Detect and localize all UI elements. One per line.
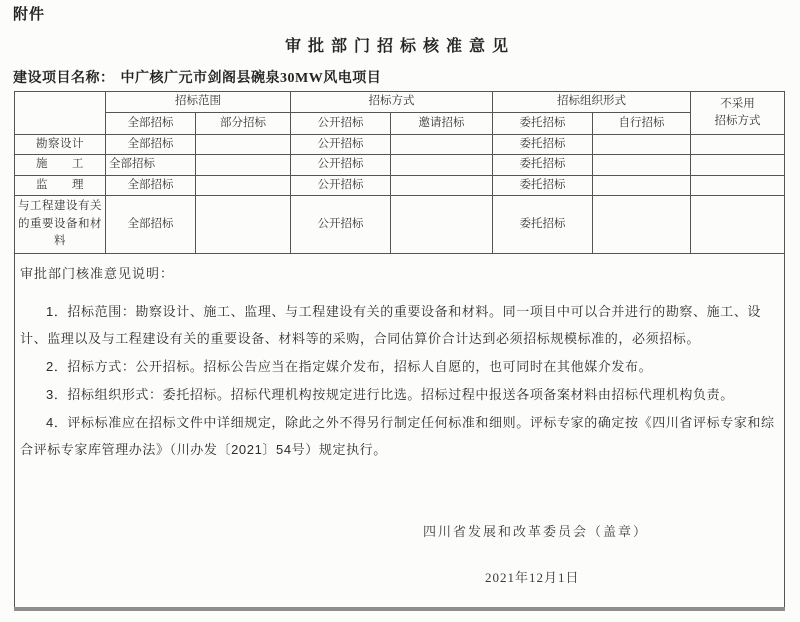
cell-construction-all-bid: 全部招标 bbox=[106, 155, 196, 175]
notes-item-1: 1．招标范围：勘察设计、施工、监理、与工程建设有关的重要设备和材料。同一项目中可以合并进行的勘察、施工、设计、监理以及与工程建设有关的重要设备、材料等的采购，合同估算价合计达到必须招标规模标准的，必须招标。 bbox=[20, 303, 762, 346]
table-row-notes bbox=[15, 253, 785, 609]
cell-construction-no-bid bbox=[691, 155, 785, 175]
cell-construction-self-bid bbox=[593, 155, 691, 175]
subheader-partial-bid: 部分招标 bbox=[196, 113, 291, 135]
issuing-authority-signature: 四川省发展和改革委员会（盖章） bbox=[423, 523, 649, 539]
cell-survey-no-bid bbox=[691, 135, 785, 155]
cell-survey-partial-bid bbox=[196, 135, 291, 155]
project-name-line bbox=[13, 67, 381, 87]
cell-survey-entrusted-bid: 委托招标 bbox=[493, 135, 593, 155]
cell-equipment-invited-bid bbox=[391, 195, 493, 253]
subheader-open-bid: 公开招标 bbox=[291, 113, 391, 135]
cell-equipment-all-bid: 全部招标 bbox=[106, 195, 196, 253]
approval-table bbox=[14, 91, 785, 611]
cell-supervision-no-bid bbox=[691, 175, 785, 195]
cell-equipment-partial-bid bbox=[196, 195, 291, 253]
header-method: 招标方式 bbox=[291, 92, 493, 113]
cell-supervision-self-bid bbox=[593, 175, 691, 195]
project-name-label: 建设项目名称： bbox=[13, 71, 115, 86]
notes-item-4: 4．评标标准应在招标文件中详细规定，除此之外不得另行制定任何标准和细则。评标专家的确定按《四川省评标专家和综合评标专家库管理办法》（川办发〔2021〕54号）规定执行。 bbox=[20, 414, 775, 457]
cell-supervision-invited-bid bbox=[391, 175, 493, 195]
table-row-equipment-materials bbox=[15, 195, 785, 253]
table-row-construction bbox=[15, 155, 785, 175]
table-row-supervision bbox=[15, 175, 785, 195]
row-label-supervision: 监 理 bbox=[15, 175, 106, 195]
document-date: 2021年12月1日 bbox=[485, 569, 580, 585]
project-name-value: 中广核广元市剑阁县碗泉30MW风电项目 bbox=[120, 71, 382, 86]
notes-cell bbox=[15, 253, 785, 609]
cell-construction-partial-bid bbox=[196, 155, 291, 175]
subheader-entrusted-bid: 委托招标 bbox=[493, 113, 593, 135]
header-scope: 招标范围 bbox=[106, 92, 291, 113]
cell-equipment-no-bid bbox=[691, 195, 785, 253]
cell-survey-self-bid bbox=[593, 135, 691, 155]
notes-heading: 审批部门核准意见说明： bbox=[20, 265, 175, 281]
cell-survey-invited-bid bbox=[391, 135, 493, 155]
cell-equipment-open-bid: 公开招标 bbox=[291, 195, 391, 253]
table-header-row-subs bbox=[15, 113, 785, 135]
cell-construction-entrusted-bid: 委托招标 bbox=[493, 155, 593, 175]
notes-item-3: 3．招标组织形式：委托招标。招标代理机构按规定进行比选。招标过程中报送各项备案材料由招标代理机构负责。 bbox=[46, 386, 734, 402]
cell-construction-invited-bid bbox=[391, 155, 493, 175]
header-no-bid-line1: 不采用 bbox=[720, 97, 755, 110]
subheader-self-bid: 自行招标 bbox=[593, 113, 691, 135]
cell-survey-open-bid: 公开招标 bbox=[291, 135, 391, 155]
cell-supervision-partial-bid bbox=[196, 175, 291, 195]
header-corner-cell bbox=[15, 92, 106, 135]
row-label-construction: 施 工 bbox=[15, 155, 106, 175]
header-no-bid-line2: 招标方式 bbox=[714, 115, 761, 127]
cell-construction-open-bid: 公开招标 bbox=[291, 155, 391, 175]
cell-supervision-open-bid: 公开招标 bbox=[291, 175, 391, 195]
cell-supervision-entrusted-bid: 委托招标 bbox=[493, 175, 593, 195]
cell-equipment-entrusted-bid: 委托招标 bbox=[493, 195, 593, 253]
header-no-bid bbox=[691, 92, 785, 135]
attachment-label: 附件 bbox=[13, 7, 46, 23]
cell-equipment-self-bid bbox=[593, 195, 691, 253]
subheader-all-bid: 全部招标 bbox=[106, 113, 196, 135]
cell-supervision-all-bid: 全部招标 bbox=[106, 175, 196, 195]
table-row-survey-design bbox=[15, 135, 785, 155]
header-organization: 招标组织形式 bbox=[493, 92, 691, 113]
cell-survey-all-bid: 全部招标 bbox=[106, 135, 196, 155]
subheader-invited-bid: 邀请招标 bbox=[391, 113, 493, 135]
notes-item-2: 2．招标方式：公开招标。招标公告应当在指定媒介发布，招标人自愿的，也可同时在其他媒介发布。 bbox=[46, 358, 653, 374]
table-header-row-groups bbox=[15, 92, 785, 113]
page-title: 审批部门招标核准意见 bbox=[284, 38, 515, 55]
row-label-equipment-materials: 与工程建设有关的重要设备和材料 bbox=[15, 195, 106, 253]
row-label-survey-design: 勘察设计 bbox=[15, 135, 106, 155]
